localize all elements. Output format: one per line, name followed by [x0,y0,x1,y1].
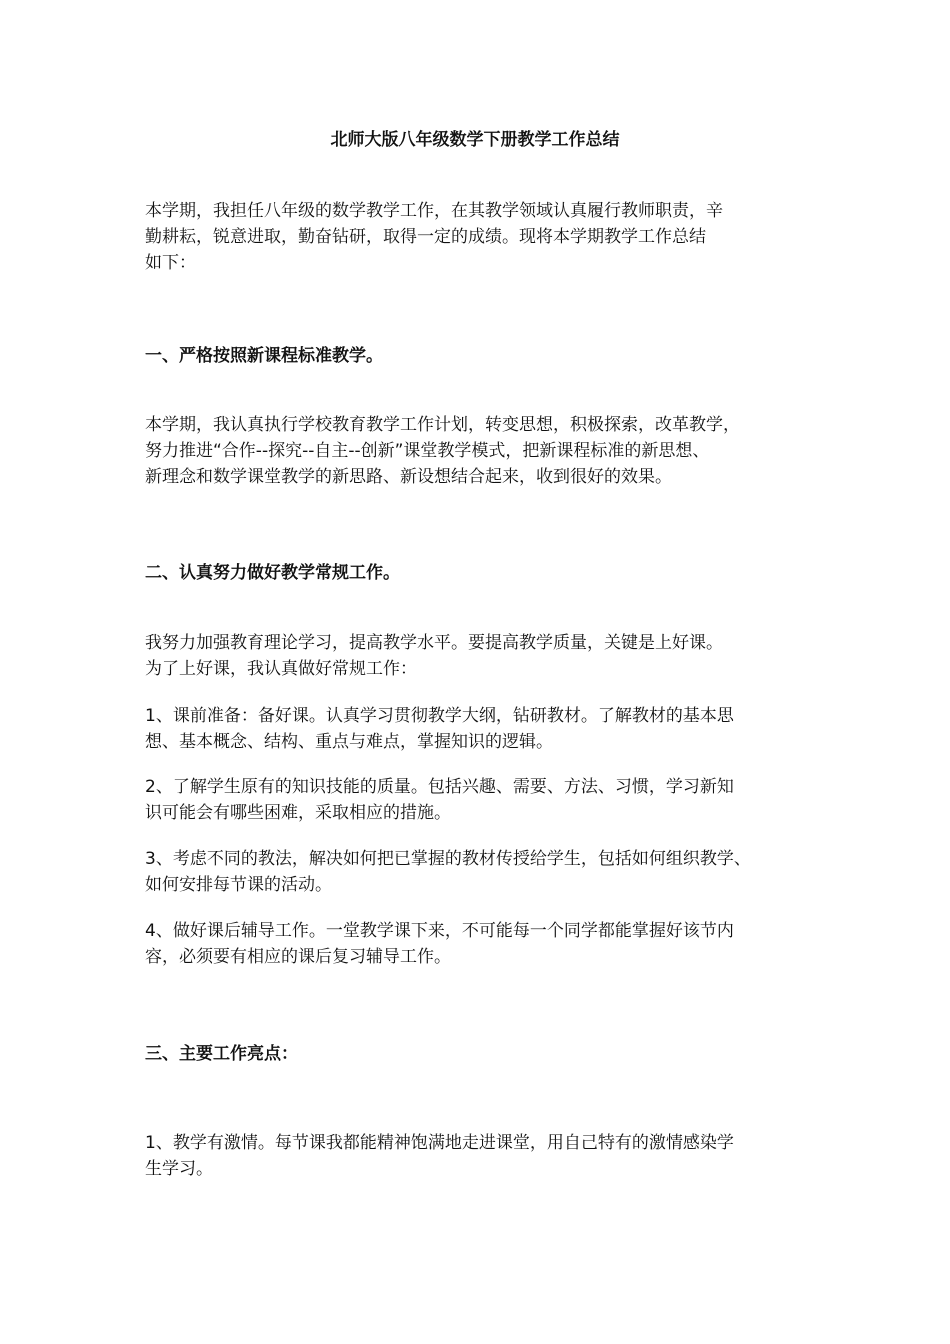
paragraph-line: 本学期，我认真执行学校教育教学工作计划，转变思想，积极探索，改革教学， [145,415,740,435]
list-item-line: 2、了解学生原有的知识技能的质量。包括兴趣、需要、方法、习惯，学习新知 [145,777,734,797]
paragraph-line: 我努力加强教育理论学习，提高教学水平。要提高教学质量，关键是上好课。 [145,633,723,653]
list-item-line: 识可能会有哪些困难，采取相应的措施。 [145,803,451,823]
intro-paragraph [145,198,825,276]
paragraph-line: 勤耕耘，锐意进取，勤奋钻研，取得一定的成绩。现将本学期教学工作总结 [145,227,706,247]
list-item-line: 1、课前准备：备好课。认真学习贯彻教学大纲，钻研教材。了解教材的基本思 [145,706,734,726]
document-title: 北师大版八年级数学下册教学工作总结 [330,130,620,150]
section-heading-2: 二、认真努力做好教学常规工作。 [145,563,400,583]
list-item-line: 生学习。 [145,1159,213,1179]
list-item-line: 4、做好课后辅导工作。一堂教学课下来，不可能每一个同学都能掌握好该节内 [145,921,734,941]
section2-paragraph [145,630,825,682]
paragraph-line: 如下： [145,253,196,273]
list-item [145,846,825,898]
section-heading-3: 三、主要工作亮点： [145,1044,298,1064]
section1-paragraph [145,412,825,490]
list-item-line: 容，必须要有相应的课后复习辅导工作。 [145,947,451,967]
list-item [145,774,825,826]
list-item-line: 想、基本概念、结构、重点与难点，掌握知识的逻辑。 [145,732,553,752]
paragraph-line: 努力推进“合作--探究--自主--创新”课堂教学模式，把新课程标准的新思想、 [145,441,710,461]
paragraph-line: 本学期，我担任八年级的数学教学工作，在其教学领域认真履行教师职责，辛 [145,201,723,221]
list-item-line: 3、考虑不同的教法，解决如何把已掌握的教材传授给学生，包括如何组织教学、 [145,849,751,869]
list-item [145,918,825,970]
list-item [145,1130,825,1182]
paragraph-line: 新理念和数学课堂教学的新思路、新设想结合起来，收到很好的效果。 [145,467,672,487]
list-item-line: 如何安排每节课的活动。 [145,875,332,895]
list-item [145,703,825,755]
paragraph-line: 为了上好课，我认真做好常规工作： [145,659,417,679]
section-heading-1: 一、严格按照新课程标准教学。 [145,346,383,366]
list-item-line: 1、教学有激情。每节课我都能精神饱满地走进课堂，用自己特有的激情感染学 [145,1133,734,1153]
